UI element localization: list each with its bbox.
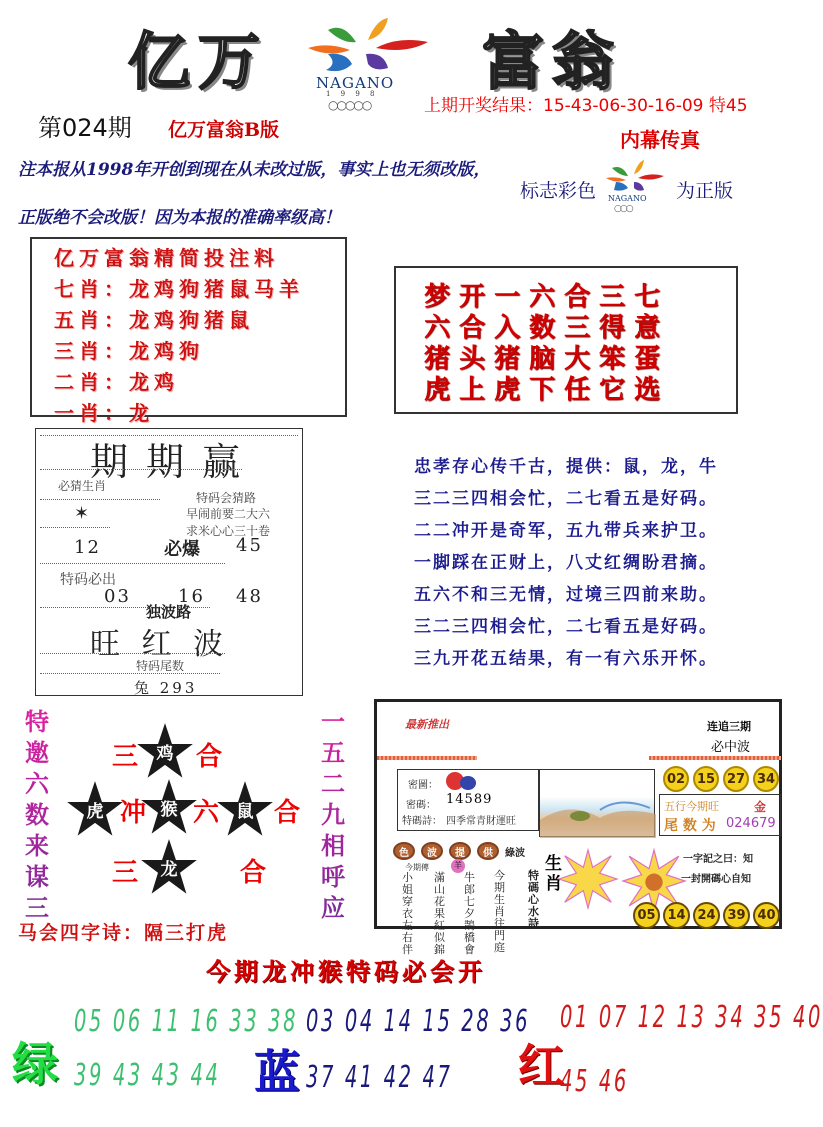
green-label: 绿: [12, 1037, 58, 1091]
picks-row: 七肖：龙鸡狗猪鼠马羊: [54, 277, 304, 301]
clipping-must-label: 必爆: [164, 539, 200, 560]
number-ball: 05: [633, 902, 660, 929]
label-san: 三: [112, 742, 139, 772]
latest-label: 最新推出: [405, 718, 449, 731]
special-poem: 四季常青財運旺: [446, 816, 516, 827]
clipping-tail-label: 特码尾数: [136, 659, 185, 673]
blue-poem: [414, 451, 718, 675]
riddle-1: 一字記之曰：知: [683, 854, 753, 865]
vertical-column: 滿山花果紅似錦: [434, 871, 445, 956]
clipping-line-b: 求米心心三十卷: [186, 524, 271, 538]
star-tiger: 虎: [66, 780, 124, 838]
logo-text: NAGANO: [316, 74, 395, 92]
label-he: 合: [274, 798, 301, 828]
number-ball: 40: [753, 902, 780, 929]
blue-numbers-row-1: 03 04 14 15 28 36: [306, 1004, 531, 1039]
notice-line-2: 正版绝不会改版！因为本报的准确率级高！: [18, 208, 341, 228]
star-dragon: 龙: [140, 838, 198, 896]
dream-poem-box: [394, 266, 738, 414]
special-heart-poem: 特碼心水詩: [528, 869, 539, 930]
landscape-image: [539, 769, 655, 837]
secret-code: 14589: [446, 792, 493, 807]
three-periods-label: 连追三期: [707, 720, 751, 733]
ball-icon: [460, 776, 476, 790]
title-right: 富翁: [482, 25, 623, 98]
notice-line-1: 注本报从1998年开创到现在从未改过版，事实上也无须改版，: [18, 160, 491, 180]
picks-row: 五肖：龙鸡狗猪鼠: [54, 308, 254, 332]
clipping-subtitle-right: 特码会猜路: [196, 491, 257, 505]
left-vertical-text: 特邀六数来谋三: [22, 706, 52, 923]
edition-label: 亿万富翁B版: [168, 119, 280, 141]
brand-note-right: 为正版: [676, 180, 734, 202]
color-provide-value: 綠波: [505, 847, 525, 859]
dream-poem-line: 猪头猪脑大笨蛋: [424, 344, 670, 374]
newspaper-clipping: [35, 428, 303, 696]
dream-poem-line: 虎上虎下任它选: [424, 375, 670, 405]
five-elements-label: 五行今期旺: [664, 800, 719, 813]
today-pass-value: 羊: [451, 859, 465, 873]
tail-value: 024679: [726, 816, 776, 831]
horse-poem: 马会四字诗：隔三打虎: [18, 922, 229, 944]
last-result-special: 特45: [708, 96, 748, 116]
picks-row: 一肖：龙: [54, 401, 154, 425]
title-left: 亿万: [128, 25, 269, 98]
dream-poem-line: 梦开一六合三七: [424, 282, 670, 312]
blue-poem-line: 忠孝存心传千古，提供：鼠，龙，牛: [414, 457, 718, 477]
issue-number: 第024期: [38, 114, 132, 142]
five-elements-value: 金: [754, 800, 767, 814]
label-he: 合: [196, 742, 223, 772]
number-ball: 15: [693, 766, 719, 792]
number-ball: 34: [753, 766, 779, 792]
blue-poem-line: 二二冲开是奇军，五九带兵来护卫。: [414, 521, 718, 541]
clipping-tail-value: 兔 293: [134, 679, 198, 697]
clipping-wave-title: 旺 红 波: [90, 627, 230, 662]
secret-box: [397, 769, 539, 831]
dream-poem-line: 六合入数三得意: [424, 313, 670, 343]
landscape-icon: [540, 770, 656, 838]
zodiac-label: 生肖: [545, 854, 562, 894]
wave-balls: [663, 766, 779, 792]
picks-box: [30, 237, 347, 425]
burst-icon: [559, 850, 617, 908]
bottom-balls: [633, 902, 780, 929]
star-rat: 鼠: [216, 780, 274, 838]
blue-numbers-row-2: 37 41 42 47: [306, 1060, 453, 1095]
red-numbers-row-1: 01 07 12 13 34 35 40: [560, 1000, 823, 1035]
special-poem-label: 特碼詩：: [402, 816, 442, 827]
number-ball: 14: [663, 902, 690, 929]
brand-note-left: 标志彩色: [520, 180, 597, 202]
label-san: 三: [112, 858, 139, 888]
blue-poem-line: 一脚踩在正财上，八丈红绸盼君摘。: [414, 553, 718, 573]
fax-label: 内幕传真: [620, 128, 700, 152]
olympic-rings-icon: ○○○○○: [328, 98, 371, 112]
red-numbers-row-2: 45 46: [560, 1064, 629, 1099]
clipping-number: 16: [178, 586, 205, 607]
picks-row: 二肖：龙鸡: [54, 370, 179, 394]
prediction-panel: [374, 699, 782, 956]
today-pass-label: 今期傳: [405, 863, 429, 872]
clipping-wave-road: 独波路: [146, 603, 192, 621]
clipping-ball-right: 45: [236, 535, 263, 556]
blue-poem-line: 三九开花五结果，有一有六乐开怀。: [414, 649, 718, 669]
vertical-column: 小姐穿衣左右伴: [402, 871, 413, 956]
last-result-label: 上期开奖结果：: [424, 96, 543, 116]
tail-label: 尾 数 为: [664, 818, 716, 834]
picks-row: 三肖：龙鸡狗: [54, 339, 204, 363]
number-ball: 02: [663, 766, 689, 792]
olympic-rings-icon: ○○○: [614, 204, 632, 214]
nagano-logo: [288, 12, 438, 112]
zodiac-sketch-icon: ✶: [74, 503, 90, 524]
label-he: 合: [240, 858, 267, 888]
last-result: [424, 91, 748, 116]
clipping-ball-left: 12: [74, 537, 101, 558]
logo-year: 1 9 9 8: [326, 90, 379, 98]
headline: 今期龙冲猴特码必会开: [206, 957, 486, 986]
brand-logo: [598, 158, 668, 218]
secret-pic-label: 密圖：: [408, 780, 438, 791]
number-ball: 27: [723, 766, 749, 792]
riddle-2: 一封開碼心自知: [681, 874, 751, 885]
green-numbers-row-2: 39 43 43 44: [74, 1058, 221, 1093]
blue-poem-line: 五六不和三无情，过境三四前来助。: [414, 585, 718, 605]
vertical-column: 今期生肖往門庭: [494, 869, 505, 954]
right-vertical-text: 一五二九相呼应: [318, 706, 348, 923]
secret-code-label: 密碼：: [406, 800, 436, 811]
blue-poem-line: 三二三四相会忙，二七看五是好码。: [414, 617, 718, 637]
star-rooster: 鸡: [136, 722, 194, 780]
clipping-line-a: 早闹前要二大六: [186, 507, 271, 521]
color-provide: 色 波 提 供 綠波: [393, 842, 525, 860]
number-ball: 24: [693, 902, 720, 929]
blue-poem-line: 三二三四相会忙，二七看五是好码。: [414, 489, 718, 509]
five-elements-box: [659, 794, 781, 836]
vertical-column: 牛郎七夕鵲橋會: [464, 871, 475, 956]
brand-logo-text: NAGANO: [608, 194, 647, 203]
label-chong: 冲: [120, 798, 147, 828]
number-ball: 39: [723, 902, 750, 929]
picks-title: 亿万富翁精简投注料: [54, 246, 279, 270]
must-wave-label: 必中波: [711, 740, 751, 755]
clipping-title: 期期赢: [90, 440, 259, 484]
clipping-number: 03: [104, 586, 131, 607]
green-numbers-row-1: 05 06 11 16 33 38: [74, 1004, 299, 1039]
last-result-numbers: 15-43-06-30-16-09: [543, 96, 704, 116]
clipping-special-label: 特码必出: [60, 572, 116, 588]
clipping-subtitle-left: 必猜生肖: [58, 479, 107, 493]
snowflower-logo-icon: [598, 158, 668, 218]
label-liu: 六: [193, 798, 220, 828]
star-monkey: 猴: [140, 778, 198, 836]
blue-label: 蓝: [254, 1045, 300, 1099]
red-label: 红: [518, 1039, 564, 1093]
clipping-number: 48: [236, 586, 263, 607]
